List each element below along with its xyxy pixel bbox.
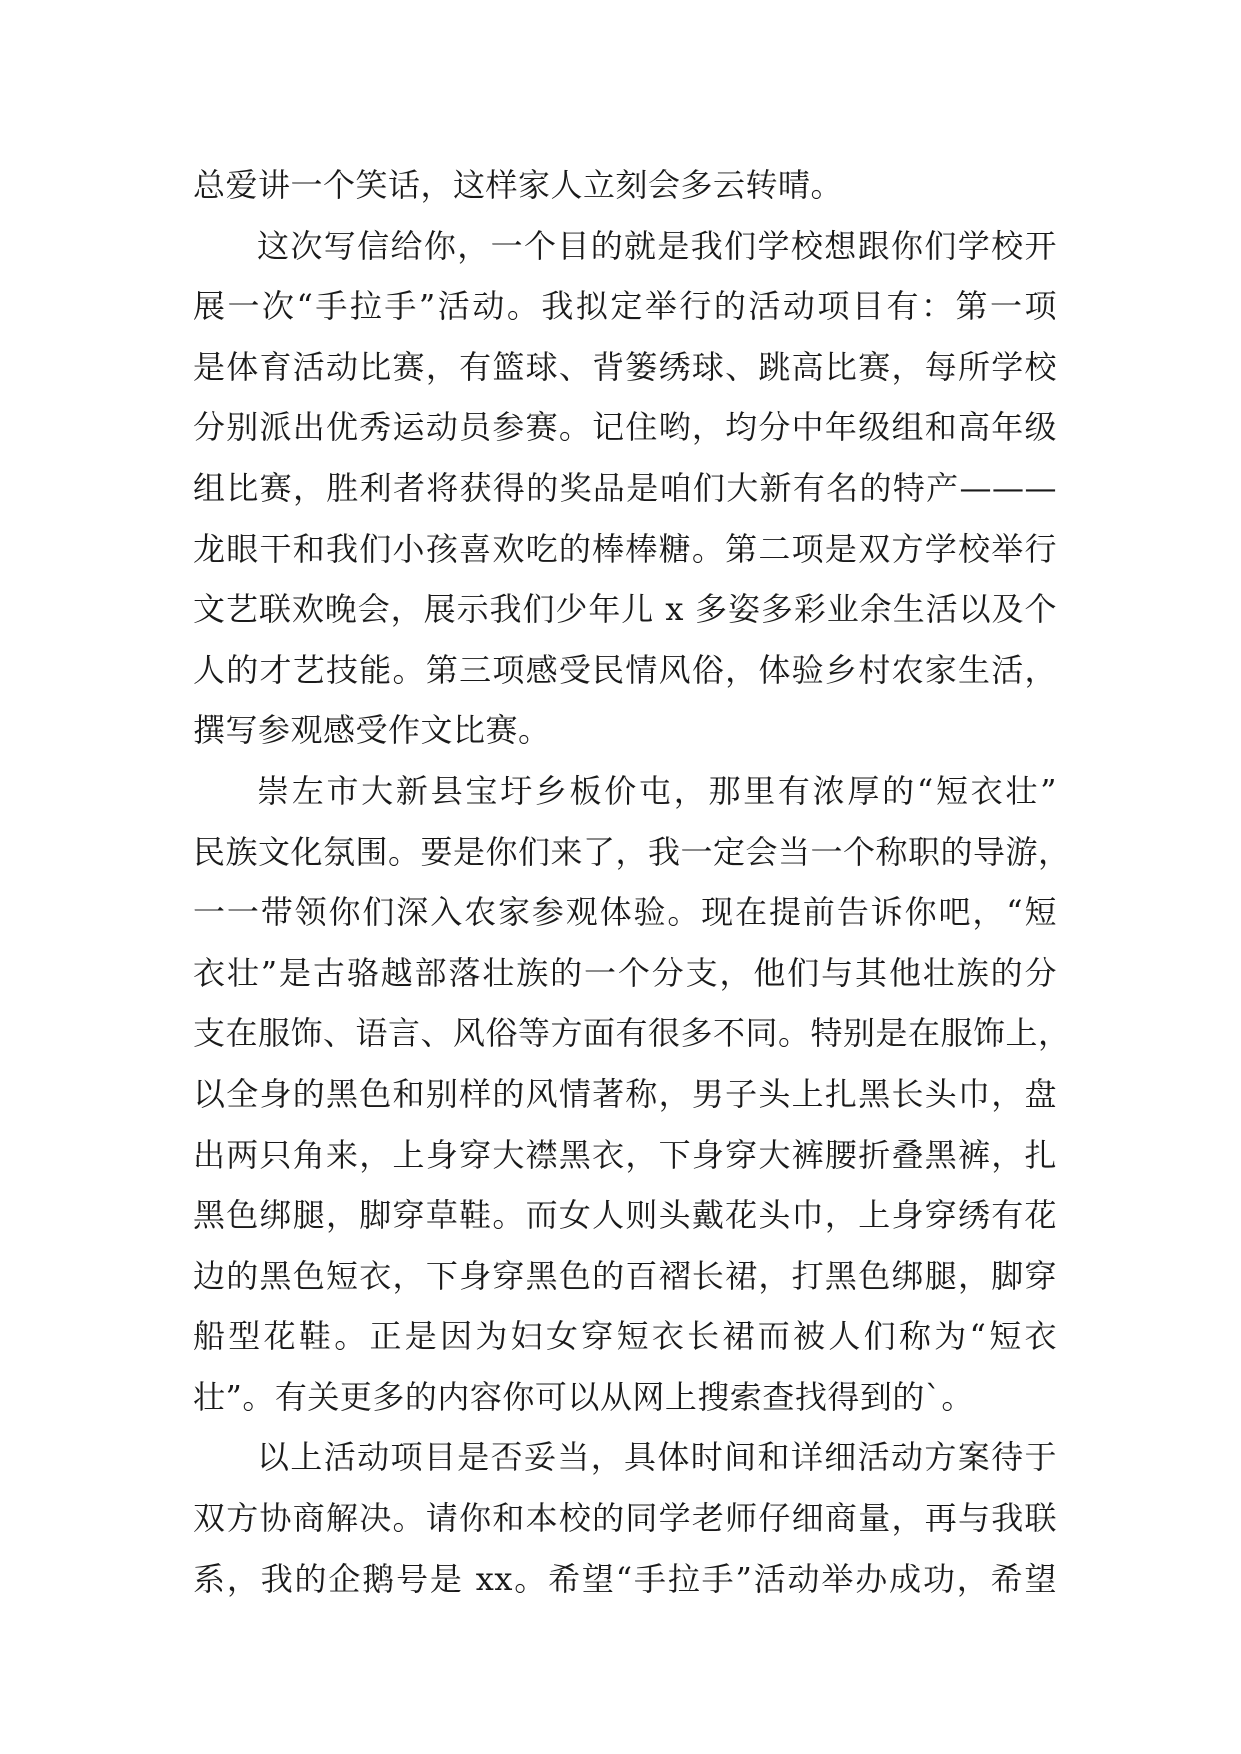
letter-body [193,155,1071,1609]
text-line: 船型花鞋。正是因为妇女穿短衣长裙而被人们称为“短衣 [193,1317,1057,1356]
text-line: 边的黑色短衣，下身穿黑色的百褶长裙，打黑色绑腿，脚穿 [193,1256,1057,1295]
text-line: 民族文化氛围。要是你们来了，我一定会当一个称职的导游， [193,832,1071,871]
text-line: 组比赛，胜利者将获得的奖品是咱们大新有名的特产——— [193,468,1057,507]
text-line: 文艺联欢晚会，展示我们少年儿 x 多姿多彩业余生活以及个 [193,590,1057,629]
text-line: 壮”。有关更多的内容你可以从网上搜索查找得到的`。 [193,1377,974,1416]
text-line: 是体育活动比赛，有篮球、背篓绣球、跳高比赛，每所学校 [193,347,1057,386]
text-line: 双方协商解决。请你和本校的同学老师仔细商量，再与我联 [193,1499,1057,1538]
text-line: 崇左市大新县宝圩乡板价屯，那里有浓厚的“短衣壮” [257,771,1057,810]
text-line: 龙眼干和我们小孩喜欢吃的棒棒糖。第二项是双方学校举行 [193,529,1057,568]
text-line: 人的才艺技能。第三项感受民情风俗，体验乡村农家生活， [193,650,1057,689]
text-line: 分别派出优秀运动员参赛。记住哟，均分中年级组和高年级 [193,408,1057,447]
text-line: 总爱讲一个笑话，这样家人立刻会多云转晴。 [193,166,844,204]
text-line: 系，我的企鹅号是 xx。希望“手拉手”活动举办成功，希望 [193,1559,1057,1598]
text-line: 衣壮”是古骆越部落壮族的一个分支，他们与其他壮族的分 [193,953,1057,992]
text-line: 出两只角来，上身穿大襟黑衣，下身穿大裤腰折叠黑裤，扎 [193,1135,1057,1174]
text-line: 这次写信给你，一个目的就是我们学校想跟你们学校开 [257,226,1057,265]
text-line: 黑色绑腿，脚穿草鞋。而女人则头戴花头巾，上身穿绣有花 [193,1196,1057,1235]
text-line: 以全身的黑色和别样的风情著称，男子头上扎黑长头巾，盘 [193,1074,1057,1113]
text-line: 支在服饰、语言、风俗等方面有很多不同。特别是在服饰上， [193,1014,1071,1053]
text-line: 撰写参观感受作文比赛。 [193,711,551,750]
text-line: 展一次“手拉手”活动。我拟定举行的活动项目有：第一项 [193,287,1057,326]
text-line: 以上活动项目是否妥当，具体时间和详细活动方案待于 [257,1438,1057,1477]
text-line: 一一带领你们深入农家参观体验。现在提前告诉你吧，“短 [193,893,1057,932]
